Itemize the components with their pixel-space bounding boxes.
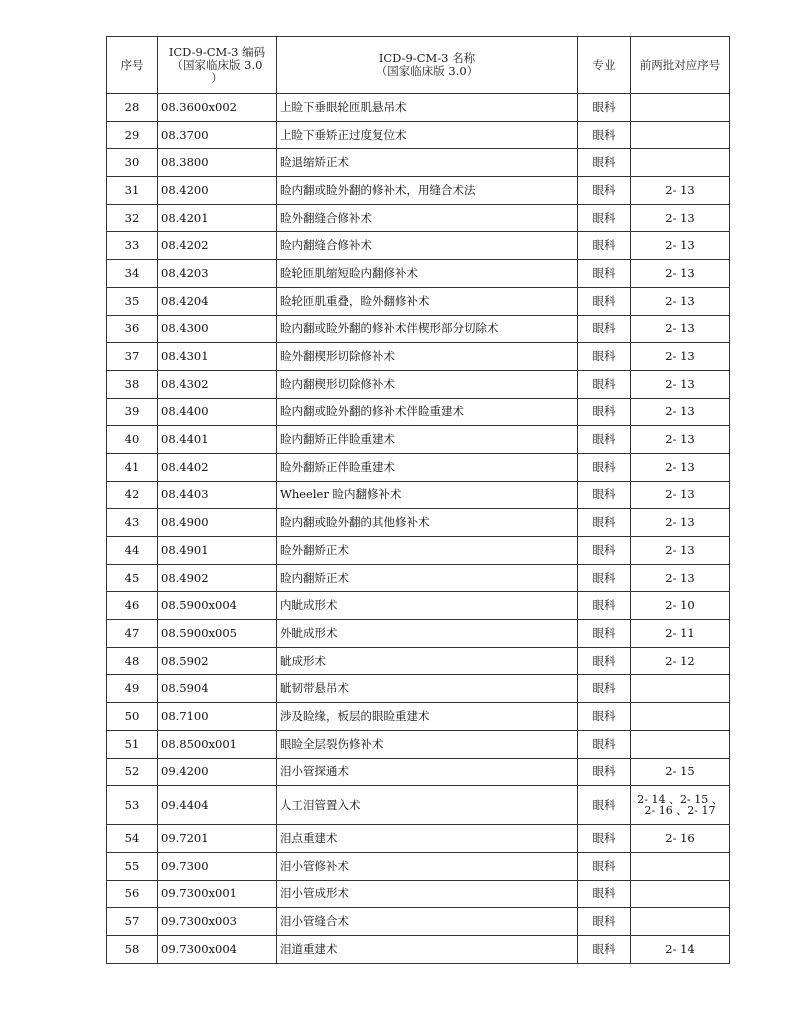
row-prev-ref: 2- 13	[631, 426, 730, 454]
row-name: 睑内翻矫正术	[277, 564, 578, 592]
row-specialty: 眼科	[578, 94, 631, 122]
table-row	[107, 730, 730, 758]
row-prev-ref: 2- 13	[631, 177, 730, 205]
row-code: 09.7300x003	[158, 908, 277, 936]
row-prev-ref	[631, 121, 730, 149]
row-name: 睑内翻或睑外翻的修补术伴楔形部分切除术	[277, 315, 578, 343]
row-name: Wheeler 睑内翻修补术	[277, 481, 578, 509]
table-row	[107, 260, 730, 288]
row-specialty: 眼科	[578, 260, 631, 288]
header-no: 序号	[107, 37, 158, 94]
table-row	[107, 935, 730, 963]
row-number: 44	[107, 537, 158, 565]
row-code: 08.3800	[158, 149, 277, 177]
table-row	[107, 343, 730, 371]
row-name: 睑内翻或睑外翻的修补术，用缝合术法	[277, 177, 578, 205]
table-row	[107, 315, 730, 343]
row-name: 睑外翻矫正伴睑重建术	[277, 453, 578, 481]
row-prev-ref: 2- 15	[631, 758, 730, 786]
row-specialty: 眼科	[578, 880, 631, 908]
row-prev-ref: 2- 13	[631, 509, 730, 537]
row-number: 34	[107, 260, 158, 288]
row-code: 08.4202	[158, 232, 277, 260]
table-row	[107, 675, 730, 703]
row-number: 45	[107, 564, 158, 592]
row-prev-ref	[631, 703, 730, 731]
row-code: 08.4402	[158, 453, 277, 481]
row-prev-ref: 2- 13	[631, 481, 730, 509]
row-name: 外眦成形术	[277, 620, 578, 648]
row-specialty: 眼科	[578, 675, 631, 703]
row-prev-ref: 2- 13	[631, 232, 730, 260]
row-specialty: 眼科	[578, 564, 631, 592]
row-specialty: 眼科	[578, 204, 631, 232]
row-prev-ref: 2- 13	[631, 315, 730, 343]
table-row	[107, 852, 730, 880]
row-prev-ref	[631, 730, 730, 758]
row-number: 40	[107, 426, 158, 454]
row-specialty: 眼科	[578, 453, 631, 481]
row-specialty: 眼科	[578, 509, 631, 537]
table-row	[107, 121, 730, 149]
row-name: 泪小管修补术	[277, 852, 578, 880]
row-prev-ref: 2- 13	[631, 287, 730, 315]
table-body	[107, 94, 730, 964]
row-code: 09.7300	[158, 852, 277, 880]
row-number: 30	[107, 149, 158, 177]
table-row	[107, 758, 730, 786]
row-specialty: 眼科	[578, 537, 631, 565]
row-number: 58	[107, 935, 158, 963]
row-number: 57	[107, 908, 158, 936]
table-row	[107, 620, 730, 648]
table-row	[107, 453, 730, 481]
table-row	[107, 287, 730, 315]
row-code: 08.4902	[158, 564, 277, 592]
row-number: 32	[107, 204, 158, 232]
row-specialty: 眼科	[578, 758, 631, 786]
row-prev-ref	[631, 675, 730, 703]
row-specialty: 眼科	[578, 481, 631, 509]
row-name: 睑轮匝肌缩短睑内翻修补术	[277, 260, 578, 288]
row-name: 眼睑全层裂伤修补术	[277, 730, 578, 758]
row-name: 睑内翻或睑外翻的其他修补术	[277, 509, 578, 537]
row-number: 42	[107, 481, 158, 509]
row-number: 51	[107, 730, 158, 758]
row-code: 08.8500x001	[158, 730, 277, 758]
row-specialty: 眼科	[578, 592, 631, 620]
row-code: 09.7201	[158, 825, 277, 853]
row-prev-ref	[631, 852, 730, 880]
row-specialty: 眼科	[578, 620, 631, 648]
row-name: 睑内翻矫正伴睑重建术	[277, 426, 578, 454]
row-specialty: 眼科	[578, 703, 631, 731]
row-prev-ref: 2- 14 、2- 15 、2- 16 、2- 17	[631, 786, 730, 825]
row-specialty: 眼科	[578, 149, 631, 177]
row-name: 眦成形术	[277, 647, 578, 675]
row-number: 55	[107, 852, 158, 880]
row-specialty: 眼科	[578, 398, 631, 426]
row-number: 41	[107, 453, 158, 481]
row-name: 睑外翻缝合修补术	[277, 204, 578, 232]
row-number: 49	[107, 675, 158, 703]
header-code-line2: （国家临床版 3.0	[171, 57, 263, 72]
table-row	[107, 703, 730, 731]
row-name: 泪点重建术	[277, 825, 578, 853]
row-specialty: 眼科	[578, 647, 631, 675]
row-code: 08.4200	[158, 177, 277, 205]
row-number: 43	[107, 509, 158, 537]
row-name: 睑轮匝肌重叠，睑外翻修补术	[277, 287, 578, 315]
row-number: 39	[107, 398, 158, 426]
row-code: 08.4403	[158, 481, 277, 509]
row-number: 36	[107, 315, 158, 343]
row-number: 56	[107, 880, 158, 908]
row-code: 08.5902	[158, 647, 277, 675]
row-prev-ref: 2- 11	[631, 620, 730, 648]
row-code: 08.4301	[158, 343, 277, 371]
row-code: 09.4200	[158, 758, 277, 786]
table-row	[107, 426, 730, 454]
row-code: 08.4201	[158, 204, 277, 232]
row-specialty: 眼科	[578, 786, 631, 825]
row-name: 上睑下垂眼轮匝肌悬吊术	[277, 94, 578, 122]
table-row	[107, 509, 730, 537]
header-name-line1: ICD-9-CM-3 名称	[378, 51, 476, 65]
table-row	[107, 232, 730, 260]
row-number: 46	[107, 592, 158, 620]
table-row	[107, 481, 730, 509]
row-code: 08.4203	[158, 260, 277, 288]
row-prev-ref: 2- 13	[631, 370, 730, 398]
row-specialty: 眼科	[578, 343, 631, 371]
row-code: 08.4300	[158, 315, 277, 343]
table-row	[107, 204, 730, 232]
row-specialty: 眼科	[578, 825, 631, 853]
row-name: 睑内翻楔形切除修补术	[277, 370, 578, 398]
row-name: 睑外翻楔形切除修补术	[277, 343, 578, 371]
row-name: 上睑下垂矫正过度复位术	[277, 121, 578, 149]
row-prev-ref: 2- 13	[631, 343, 730, 371]
row-prev-ref: 2- 10	[631, 592, 730, 620]
row-code: 09.4404	[158, 786, 277, 825]
row-prev-ref	[631, 149, 730, 177]
row-name: 泪小管缝合术	[277, 908, 578, 936]
header-name	[277, 37, 578, 94]
row-number: 47	[107, 620, 158, 648]
procedure-table	[106, 36, 730, 964]
row-prev-ref: 2- 13	[631, 204, 730, 232]
row-prev-ref: 2- 13	[631, 453, 730, 481]
header-prev: 前两批对应序号	[631, 37, 730, 94]
row-number: 38	[107, 370, 158, 398]
row-specialty: 眼科	[578, 370, 631, 398]
row-prev-ref	[631, 908, 730, 936]
table-row	[107, 149, 730, 177]
row-prev-ref: 2- 13	[631, 398, 730, 426]
header-specialty: 专业	[578, 37, 631, 94]
row-code: 08.4900	[158, 509, 277, 537]
header-code-line1: ICD-9-CM-3 编码	[168, 44, 266, 59]
row-number: 33	[107, 232, 158, 260]
row-name: 内眦成形术	[277, 592, 578, 620]
row-specialty: 眼科	[578, 315, 631, 343]
header-code-line3: ）	[211, 70, 223, 85]
row-number: 54	[107, 825, 158, 853]
row-code: 08.4400	[158, 398, 277, 426]
row-name: 睑外翻矫正术	[277, 537, 578, 565]
row-number: 48	[107, 647, 158, 675]
row-code: 08.4302	[158, 370, 277, 398]
table-row	[107, 177, 730, 205]
row-number: 31	[107, 177, 158, 205]
row-name: 睑内翻或睑外翻的修补术伴睑重建术	[277, 398, 578, 426]
row-number: 28	[107, 94, 158, 122]
table-row	[107, 825, 730, 853]
row-code: 09.7300x004	[158, 935, 277, 963]
header-code	[158, 37, 277, 94]
row-name: 泪小管成形术	[277, 880, 578, 908]
row-specialty: 眼科	[578, 232, 631, 260]
row-code: 08.4901	[158, 537, 277, 565]
table-header-row	[107, 37, 730, 94]
row-name: 睑内翻缝合修补术	[277, 232, 578, 260]
row-code: 08.5904	[158, 675, 277, 703]
row-prev-ref: 2- 14	[631, 935, 730, 963]
row-number: 53	[107, 786, 158, 825]
row-name: 涉及睑缘，板层的眼睑重建术	[277, 703, 578, 731]
row-name: 人工泪管置入术	[277, 786, 578, 825]
table-row	[107, 908, 730, 936]
row-name: 泪小管探通术	[277, 758, 578, 786]
row-prev-ref: 2- 13	[631, 260, 730, 288]
row-specialty: 眼科	[578, 177, 631, 205]
row-specialty: 眼科	[578, 121, 631, 149]
row-number: 52	[107, 758, 158, 786]
row-prev-ref	[631, 880, 730, 908]
row-prev-ref: 2- 13	[631, 564, 730, 592]
row-code: 08.3600x002	[158, 94, 277, 122]
row-prev-ref: 2- 13	[631, 537, 730, 565]
table-row	[107, 592, 730, 620]
row-code: 09.7300x001	[158, 880, 277, 908]
table-row	[107, 564, 730, 592]
row-number: 35	[107, 287, 158, 315]
row-prev-ref: 2- 12	[631, 647, 730, 675]
row-specialty: 眼科	[578, 935, 631, 963]
table-row	[107, 880, 730, 908]
row-code: 08.5900x004	[158, 592, 277, 620]
row-specialty: 眼科	[578, 908, 631, 936]
row-code: 08.3700	[158, 121, 277, 149]
table-row	[107, 398, 730, 426]
table-row	[107, 94, 730, 122]
table-row	[107, 537, 730, 565]
table-row	[107, 786, 730, 825]
row-code: 08.5900x005	[158, 620, 277, 648]
table-row	[107, 370, 730, 398]
row-code: 08.4401	[158, 426, 277, 454]
row-name: 泪道重建术	[277, 935, 578, 963]
row-specialty: 眼科	[578, 426, 631, 454]
row-specialty: 眼科	[578, 287, 631, 315]
row-specialty: 眼科	[578, 730, 631, 758]
row-name: 睑退缩矫正术	[277, 149, 578, 177]
row-name: 眦韧带悬吊术	[277, 675, 578, 703]
row-code: 08.4204	[158, 287, 277, 315]
row-number: 50	[107, 703, 158, 731]
table-row	[107, 647, 730, 675]
row-number: 37	[107, 343, 158, 371]
row-prev-ref: 2- 16	[631, 825, 730, 853]
row-prev-ref	[631, 94, 730, 122]
header-name-line2: （国家临床版 3.0）	[375, 64, 479, 78]
row-code: 08.7100	[158, 703, 277, 731]
row-specialty: 眼科	[578, 852, 631, 880]
row-number: 29	[107, 121, 158, 149]
